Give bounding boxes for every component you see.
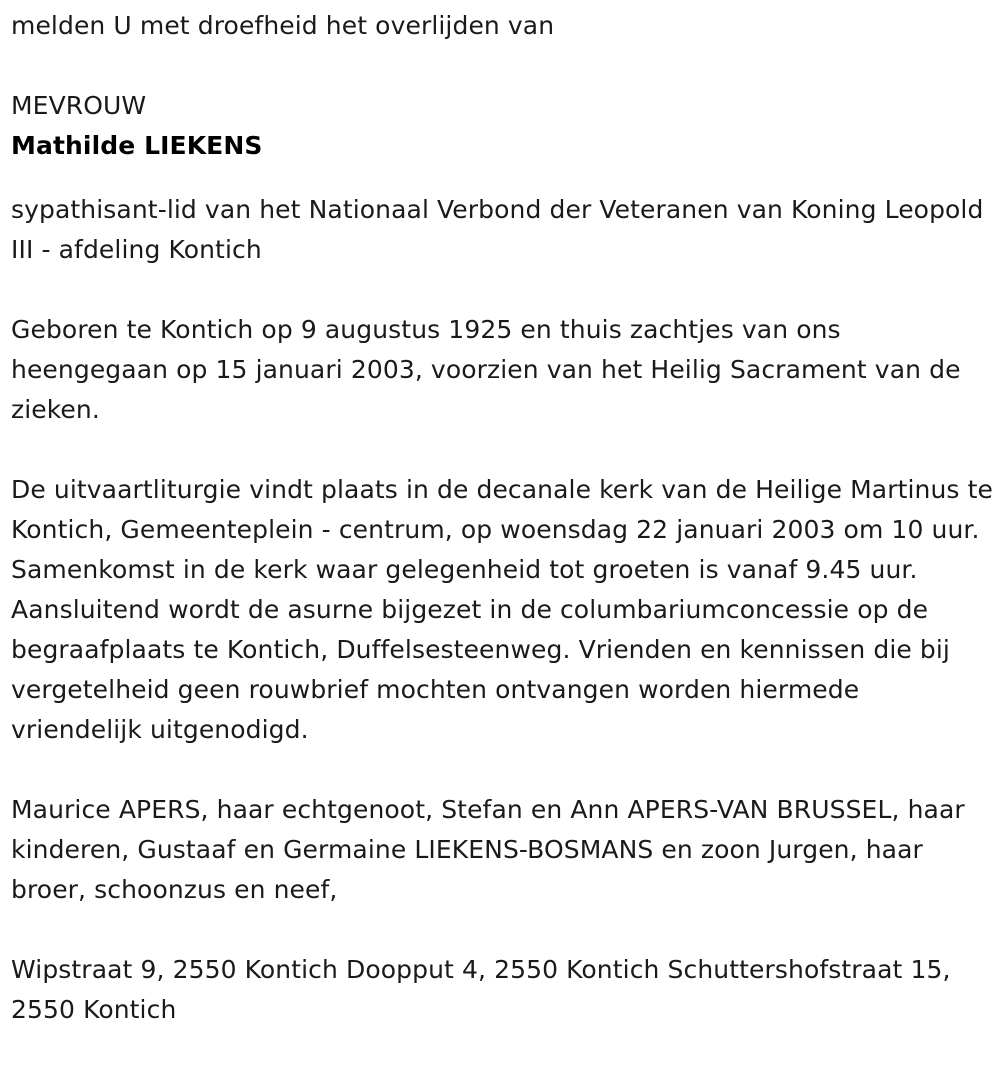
obituary-notice: [11, 6, 996, 1030]
membership-text: sypathisant-lid van het Nationaal Verbond der Veteranen van Koning Leopold III - afdeling Kontich: [11, 195, 984, 264]
spacer: [11, 46, 996, 86]
birth-death-text: Geboren te Kontich op 9 augustus 1925 en thuis zachtjes van ons heengegaan op 15 januari 2003, voorzien van het Heilig Sacrament van de zieken.: [11, 315, 961, 424]
honorific-title: MEVROUW: [11, 91, 147, 120]
spacer: [11, 430, 996, 470]
spacer: [11, 750, 996, 790]
funeral-details: De uitvaartliturgie vindt plaats in de decanale kerk van de Heilige Martinus te Kontich, Gemeenteplein - centrum, op woensdag 22 januari 2003 om 10 uur. Samenkomst in de kerk waar gelegenheid tot groeten is vanaf 9.45 uur. Aansluitend wordt de asurne bijgezet in de columbariumconcessie op de begraafplaats te Kontich, Duffelsesteenweg. Vrienden en kennissen die bij vergetelheid geen rouwbrief mochten ontvangen worden hiermede vriendelijk uitgenodigd.: [11, 475, 993, 744]
addresses-text: Wipstraat 9, 2550 Kontich Doopput 4, 2550 Kontich Schuttershofstraat 15, 2550 Kontich: [11, 955, 951, 1024]
spacer: [11, 270, 996, 310]
family-members: Maurice APERS, haar echtgenoot, Stefan en Ann APERS-VAN BRUSSEL, haar kinderen, Gustaaf en Germaine LIEKENS-BOSMANS en zoon Jurgen, haar broer, schoonzus en neef,: [11, 795, 965, 904]
spacer: [11, 166, 996, 190]
deceased-name: Mathilde LIEKENS: [11, 131, 263, 160]
intro-text: melden U met droefheid het overlijden van: [11, 11, 555, 40]
spacer: [11, 910, 996, 950]
